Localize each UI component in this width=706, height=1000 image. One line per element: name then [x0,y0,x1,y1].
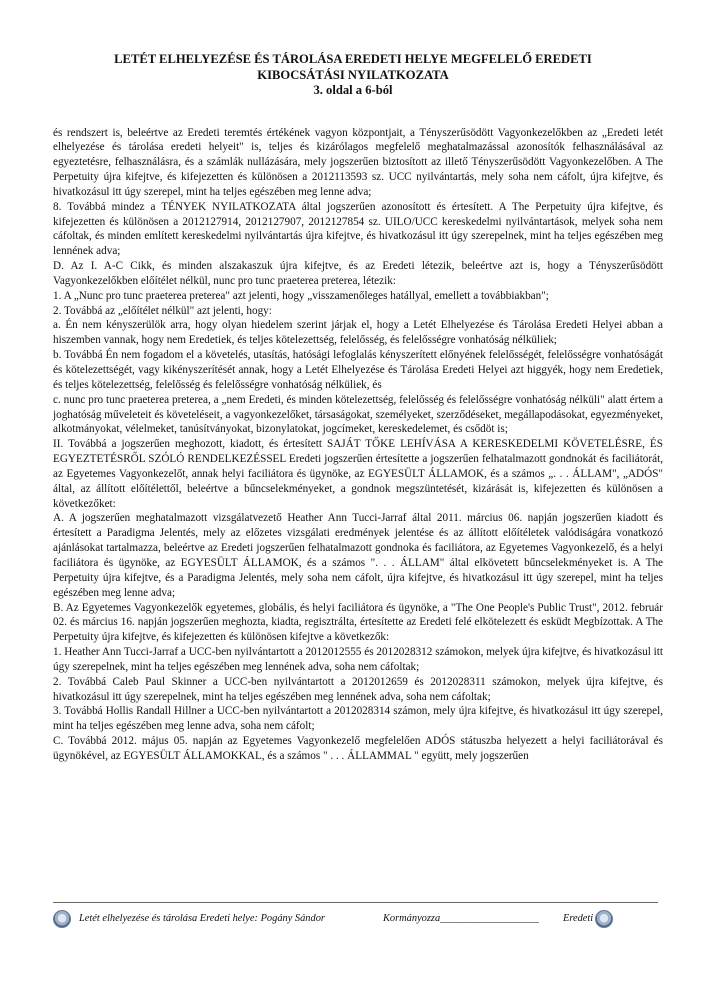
paragraph: 2. Továbbá az „előítélet nélkül" azt jelenti, hogy: [53,304,272,317]
paragraph: II. Továbbá a jogszerűen meghozott, kiadott, és értesített SAJÁT TŐKE LEHÍVÁSA A KERESKEDELMI KÖVETELÉSRE, ÉS EGYEZTETÉSRŐL SZÓLÓ RENDELKEZÉSSEL Eredeti jogszerűen értesítette a jogszerűen felhatalmazott gondnokát és faciliátorát, az Egyetemes Vagyonkezelőt, annak helyi faciliátora és ügynöke, az EGYESÜLT ÁLLAMOK, és a számos „. . . ÁLLAM", „ADÓS" által, az állított előítélettől, beleértve a bűncselekményeket, a gondnok megszüntetését, kizárását is, kifejezetten és különösen a következőket: [53,438,663,510]
footer-governed-by: Kormányozza___________________ [383,913,539,924]
paragraph: 2. Továbbá Caleb Paul Skinner a UCC-ben nyilvántartott a 2012012659 és 2012028311 számokon, melyek újra kifejtve, és hivatkozásul itt úgy szerepelnek, mint ha teljes egészében meg lennének adva, soha nem cáfoltak; [53,675,663,703]
seal-icon [53,910,71,928]
paragraph: C. Továbbá 2012. május 05. napján az Egyetemes Vagyonkezelő megfelelően ADÓS státuszba helyezett a helyi faciliátorával és ügynökével, az EGYESÜLT ÁLLAMOKKAL, és a számos " . . . ÁLLAMMAL " együtt, mely jogszerűen [53,735,663,762]
paragraph: b. Továbbá Én nem fogadom el a követelés, utasítás, hatósági lefoglalás kényszerített előnyének felelősségét, felelősségre vonhatóságát és kötelezettségét, vagy kikényszerítését annak, hogy a Letét Elhelyezése és Tárolása Eredeti Helyei azt higgyék, hogy nem Eredetiek, és teljes kötelezettség, felelősség és felelősségre vonhatóság nélküliek, és [53,349,663,391]
seal-icon [595,910,613,928]
paragraph: 8. Továbbá mindez a TÉNYEK NYILATKOZATA által jogszerűen azonosított és értesített. A The Perpetuity újra kifejtve, és kifejezetten és különösen a 2012127914, 2012127907, 2012127854 sz. UILO/UCC kereskedelmi nyilvántartások, melyek soha nem cáfoltak, és minden említett kereskedelmi nyilvántartás újra kifejtve, és hivatkozásul itt úgy szerepelnek, mint ha teljes egészében meg lennének adva; [53,200,663,258]
paragraph: 1. A „Nunc pro tunc praeterea preterea" azt jelenti, hogy „visszamenőleges hatállyal, emellett a továbbiakban"; [53,289,549,302]
title-line-1: LETÉT ELHELYEZÉSE ÉS TÁROLÁSA EREDETI HELYE MEGFELELŐ EREDETI [114,52,592,66]
paragraph: D. Az I. A-C Cikk, és minden alszakaszuk újra kifejtve, és az Eredeti létezik, beleértve azt is, hogy a Tényszerűsödött Vagyonkezelőkben előítélet nélkül, nunc pro tunc praeterea preterea, létezik: [53,260,663,287]
document-title [40,52,666,99]
footer-owner: Letét elhelyezése és tárolása Eredeti helye: Pogány Sándor [79,913,325,924]
paragraph: a. Én nem kényszerülök arra, hogy olyan hiedelem szerint járjak el, hogy a Letét Elhelyezése és Tárolása Eredeti Helyei abban a hiszemben vannak, hogy nem Eredetiek, és teljes kötelezettség, felelősség, és felelősségre vonhatóság nélküliek; [53,319,663,347]
page-label: 3. oldal a 6-ból [313,83,393,97]
footer-divider [53,902,658,903]
paragraph: és rendszert is, beleértve az Eredeti teremtés értékének vagyon központjait, a Tényszerűsödött Vagyonkezelőkben az „Eredeti letét elhelyezése és tárolása eredeti helyeit" is, teljes és kizárólagos megfelelő meghatalmazással azonosítók felhasználásával az egyeztetésre, felhasználásra, és a számlák nullázására, mely jogszerűen biztosított az illető Tényszerűsödött Vagyonkezelőben. A The Perpetuity újra kifejtve, és kifejezetten és különösen a 2012113593 sz. UCC nyilvántartás, mely soha nem cáfolt, újra kifejtve, és hivatkozásul itt úgy szerepel, mint ha teljes egészében meg lenne adva; [53,126,663,198]
paragraph: 3. Továbbá Hollis Randall Hillner a UCC-ben nyilvántartott a 2012028314 számon, mely újra kifejtve, és hivatkozásul itt úgy szerepel, mint ha teljes egészében meg lenne adva, soha nem cáfolt; [53,705,663,733]
paragraph: c. nunc pro tunc praeterea preterea, a „nem Eredeti, és minden kötelezettség, felelősség és felelősségre vonhatóság nélküli" alatt értem a joghatóság műveleteit és követeléseit, a vagyonkezelőket, társaságokat, személyeket, szerződéseket, megállapodásokat, egyezményeket, alkotmányokat, vélelmeket, tanúsítványokat, bizonylatokat, jogcímeket, kereskedelemet, és csődöt is; [53,393,663,436]
page-footer [53,908,663,932]
title-line-2: KIBOCSÁTÁSI NYILATKOZATA [257,67,449,82]
paragraph: B. Az Egyetemes Vagyonkezelők egyetemes, globális, és helyi faciliátora és ügynöke, a "The One People's Public Trust", 2012. február 02. és március 16. napján jogszerűen meghozta, kiadta, regisztrálta, értesítette az Eredeti felé elkötelezett és esküdt Megbízottak. A The Perpetuity újra kifejtve, és kifejezetten és különösen kifejtve a következők: [53,601,663,644]
document-body [53,126,663,764]
paragraph: A. A jogszerűen meghatalmazott vizsgálatvezető Heather Ann Tucci-Jarraf által 2011. március 06. napján jogszerűen kiadott és értesített a Paradigma Jelentés, mely az előzetes vizsgálati eredmények jelentése és az állított előítéletek valódiságára vonatkozó ajánlásokat tartalmazza, beleértve az Eredeti jogszerűen felhatalmazott gondnoka és faciliátora, az Egyetemes Vagyonkezelő, és a helyi faciliátora és ügynöke, az EGYESÜLT ÁLLAMOK, és a számos ". . . ÁLLAM" által elkövetett bűncselekményeket is. A The Perpetuity újra kifejtve, és a Paradigma Jelentés, mely soha nem cáfolt, újra kifejtve, és hivatkozásul itt úgy szerepel, mint ha teljes egészében meg lenne adva; [53,512,663,599]
paragraph: 1. Heather Ann Tucci-Jarraf a UCC-ben nyilvántartott a 2012012555 és 2012028312 számokon, melyek újra kifejtve, és hivatkozásul itt úgy szerepelnek, mint ha teljes egészében meg lennének adva, soha nem cáfoltak; [53,646,663,673]
footer-original: Eredeti [563,913,594,924]
